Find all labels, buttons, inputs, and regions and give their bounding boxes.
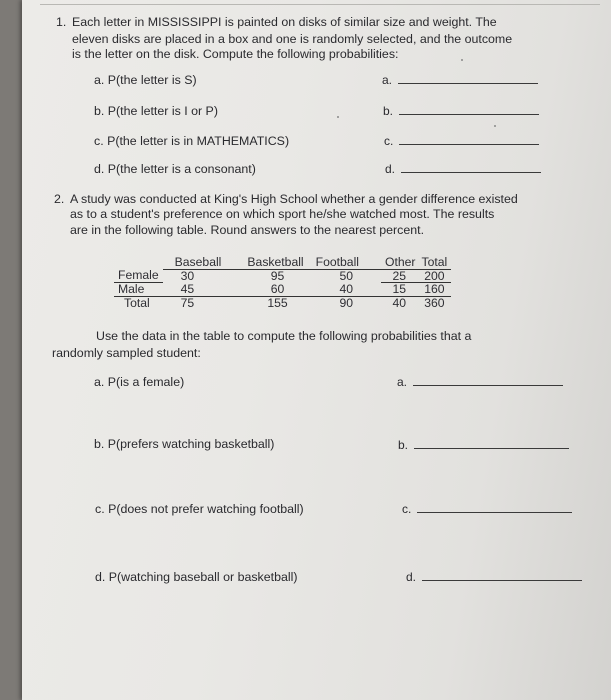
q1-answer-d[interactable]: d. bbox=[385, 162, 541, 176]
table-cell-female-label: Female bbox=[114, 269, 163, 283]
q2-text-line-1: A study was conducted at King's High School whether a gender difference existed bbox=[70, 192, 518, 206]
q2-instruction-line-1: Use the data in the table to compute the following probabilities that a bbox=[96, 329, 472, 343]
q2-instruction-line-2: randomly sampled student: bbox=[52, 346, 201, 360]
table-cell-female-baseball: 30 bbox=[180, 268, 195, 283]
table-cell-male-total: 160 bbox=[417, 283, 451, 297]
table-cell-male-basketball: 60 bbox=[243, 283, 311, 297]
table-cell-female-basketball: 95 bbox=[270, 268, 285, 283]
table-cell-total-label: Total bbox=[124, 295, 150, 310]
q1-text-line-3: is the letter on the disk. Compute the following probabilities: bbox=[72, 47, 399, 61]
table-cell-male-label: Male bbox=[114, 283, 163, 297]
table-cell-female-football: 50 bbox=[339, 268, 354, 283]
table-header-total: Total bbox=[417, 256, 451, 269]
q2-text-line-2: as to a student's preference on which sport he/she watched most. The results bbox=[70, 207, 495, 221]
q1-number: 1. bbox=[56, 15, 67, 29]
table-cell-total-basketball: 155 bbox=[267, 295, 288, 310]
q1-item-c: c. P(the letter is in MATHEMATICS) bbox=[94, 134, 290, 148]
q1-item-d: d. P(the letter is a consonant) bbox=[94, 162, 256, 176]
paper-speck bbox=[461, 59, 463, 61]
table-header-corner bbox=[114, 256, 163, 269]
table-header-basketball: Basketball bbox=[243, 256, 311, 269]
q2-text-line-3: are in the following table. Round answers to the nearest percent. bbox=[70, 223, 425, 237]
paper-speck bbox=[337, 116, 339, 118]
table-row-total bbox=[114, 296, 451, 309]
q2-item-d: d. P(watching baseball or basketball) bbox=[95, 570, 298, 584]
table-cell-male-baseball: 45 bbox=[163, 283, 244, 297]
table-header-other: Other bbox=[381, 256, 417, 269]
table-row-female bbox=[114, 269, 451, 283]
table-cell-total-other: 40 bbox=[392, 295, 407, 310]
table-row-male bbox=[114, 283, 451, 297]
table-header-baseball: Baseball bbox=[163, 256, 244, 269]
q2-answer-d[interactable]: d. bbox=[406, 570, 582, 584]
table-cell-male-other: 15 bbox=[381, 283, 417, 297]
q1-answer-c[interactable]: c. bbox=[384, 134, 539, 148]
table-header-row bbox=[114, 256, 451, 269]
q1-text-line-2: eleven disks are placed in a box and one is randomly selected, and the outcome bbox=[72, 32, 513, 46]
top-rule bbox=[40, 4, 600, 5]
sport-preference-table bbox=[114, 256, 451, 309]
table-cell-total-baseball: 75 bbox=[180, 295, 195, 310]
q2-item-b: b. P(prefers watching basketball) bbox=[94, 437, 275, 451]
q1-item-b: b. P(the letter is I or P) bbox=[94, 104, 218, 118]
q2-item-a: a. P(is a female) bbox=[94, 375, 185, 389]
paper-speck bbox=[494, 125, 496, 127]
table-cell-total-total: 360 bbox=[424, 295, 445, 310]
q1-text-line-1: Each letter in MISSISSIPPI is painted on disks of similar size and weight. The bbox=[72, 15, 497, 29]
table-header-football: Football bbox=[312, 256, 381, 269]
q2-answer-a[interactable]: a. bbox=[397, 375, 563, 389]
q1-item-a: a. P(the letter is S) bbox=[94, 73, 197, 87]
q2-item-c: c. P(does not prefer watching football) bbox=[95, 502, 304, 516]
table-cell-female-other: 25 bbox=[381, 269, 417, 283]
q2-number: 2. bbox=[54, 192, 65, 206]
table-cell-total-football: 90 bbox=[339, 295, 354, 310]
q2-answer-b[interactable]: b. bbox=[398, 438, 569, 452]
q2-answer-c[interactable]: c. bbox=[402, 502, 572, 516]
q1-answer-b[interactable]: b. bbox=[383, 104, 539, 118]
table-cell-male-football: 40 bbox=[312, 283, 381, 297]
q1-answer-a[interactable]: a. bbox=[382, 73, 538, 87]
table-cell-female-total: 200 bbox=[417, 269, 451, 283]
